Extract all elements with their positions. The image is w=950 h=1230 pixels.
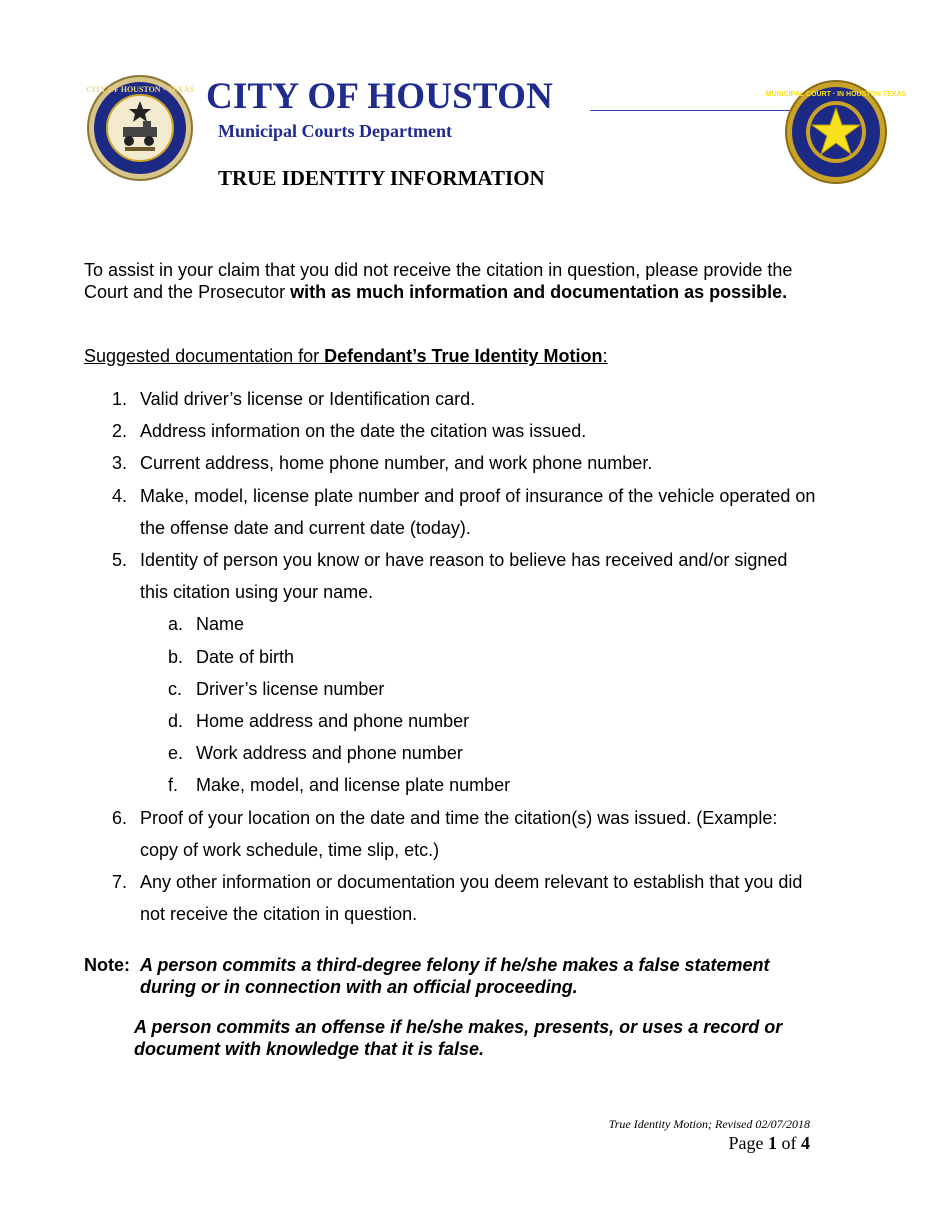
documentation-list	[0, 383, 950, 930]
sublist-item-letter: c.	[168, 678, 183, 699]
list-item-number: 7.	[112, 872, 128, 893]
suggested-prefix: Suggested documentation for	[84, 346, 325, 366]
list-item	[0, 802, 820, 866]
sublist-item-letter: d.	[168, 711, 184, 732]
sublist-item-text: Make, model, and license plate number	[196, 775, 511, 796]
list-item	[0, 383, 820, 415]
list-item-number: 6.	[112, 807, 128, 828]
sublist-item	[140, 641, 820, 673]
list-item-text: Valid driver’s license or Identification card.	[140, 389, 476, 409]
page-total: 4	[801, 1133, 810, 1153]
note-label: Note:	[84, 955, 130, 975]
list-item-number: 1.	[112, 389, 128, 409]
sublist-item-text: Date of birth	[196, 646, 295, 667]
footer-revision: True Identity Motion; Revised 02/07/2018	[608, 1117, 810, 1131]
sublist-item-text: Work address and phone number	[196, 743, 463, 764]
list-item	[0, 866, 820, 930]
page-number	[729, 1132, 811, 1154]
page-separator: of	[777, 1133, 801, 1153]
sublist-item-text: Name	[196, 614, 245, 635]
list-item-text: Proof of your location on the date and time the citation(s) was issued. (Example: copy of work schedule, time slip, etc.)	[140, 807, 778, 860]
list-item-number: 2.	[112, 421, 128, 442]
sublist-item	[140, 737, 820, 769]
list-item-number: 4.	[112, 485, 128, 506]
suggested-bold: Defendant’s True Identity Motion	[324, 346, 603, 366]
sublist-item-letter: f.	[168, 775, 179, 796]
list-item	[0, 544, 820, 802]
sublist-item-text: Home address and phone number	[196, 711, 470, 732]
list-item-text: Any other information or documentation you deem relevant to establish that you did not receive the citation in question.	[140, 872, 803, 925]
identity-sublist	[140, 608, 820, 801]
sublist-item-letter: e.	[168, 743, 184, 764]
sublist-item-letter: a.	[168, 614, 184, 635]
list-item	[0, 447, 820, 479]
sublist-item-text: Driver’s license number	[196, 678, 385, 699]
note-offense-text: A person commits an offense if he/she makes, presents, or uses a record or document with knowledge that it is false.	[134, 1017, 783, 1059]
intro-bold: with as much information and documentation as possible.	[290, 281, 788, 302]
sublist-item	[140, 769, 820, 801]
list-item-number: 5.	[112, 550, 128, 571]
sublist-item-letter: b.	[168, 646, 184, 667]
sublist-item	[140, 705, 820, 737]
list-item-number: 3.	[112, 453, 128, 474]
suggested-heading	[84, 345, 608, 367]
right-seal-text: MUNICIPAL COURT · IN HOUSTON TEXAS	[765, 91, 907, 98]
sublist-item	[140, 608, 820, 640]
department-subtitle: Municipal Courts Department	[218, 121, 452, 141]
suggested-suffix: :	[602, 346, 608, 366]
note-felony	[84, 955, 804, 998]
list-item	[0, 480, 820, 544]
municipal-court-seal-icon	[765, 80, 907, 184]
page-current: 1	[768, 1133, 777, 1153]
title-rule	[590, 110, 795, 111]
city-of-houston-seal-icon	[87, 75, 193, 181]
page-prefix: Page	[728, 1133, 768, 1153]
document-heading: TRUE IDENTITY INFORMATION	[218, 166, 545, 190]
intro-plain: To assist in your claim that you did not receive the citation in question, please provide the Court and the Prosecutor	[84, 260, 793, 302]
list-item	[0, 415, 820, 447]
note-felony-text: A person commits a third-degree felony if he/she makes a false statement during or in connection with an official proceeding.	[140, 955, 770, 997]
sublist-item	[140, 673, 820, 705]
list-item-text: Address information on the date the citation was issued.	[140, 421, 587, 442]
intro-paragraph	[84, 260, 804, 303]
list-item-text: Make, model, license plate number and proof of insurance of the vehicle operated on the offense date and current date (today).	[140, 485, 816, 538]
page-title: CITY OF HOUSTON	[206, 76, 554, 117]
list-item-text: Identity of person you know or have reason to believe has received and/or signed this citation using your name.	[140, 550, 788, 603]
left-seal-text: CITY OF HOUSTON · TEXAS	[86, 85, 194, 94]
list-item-text: Current address, home phone number, and work phone number.	[140, 453, 653, 474]
